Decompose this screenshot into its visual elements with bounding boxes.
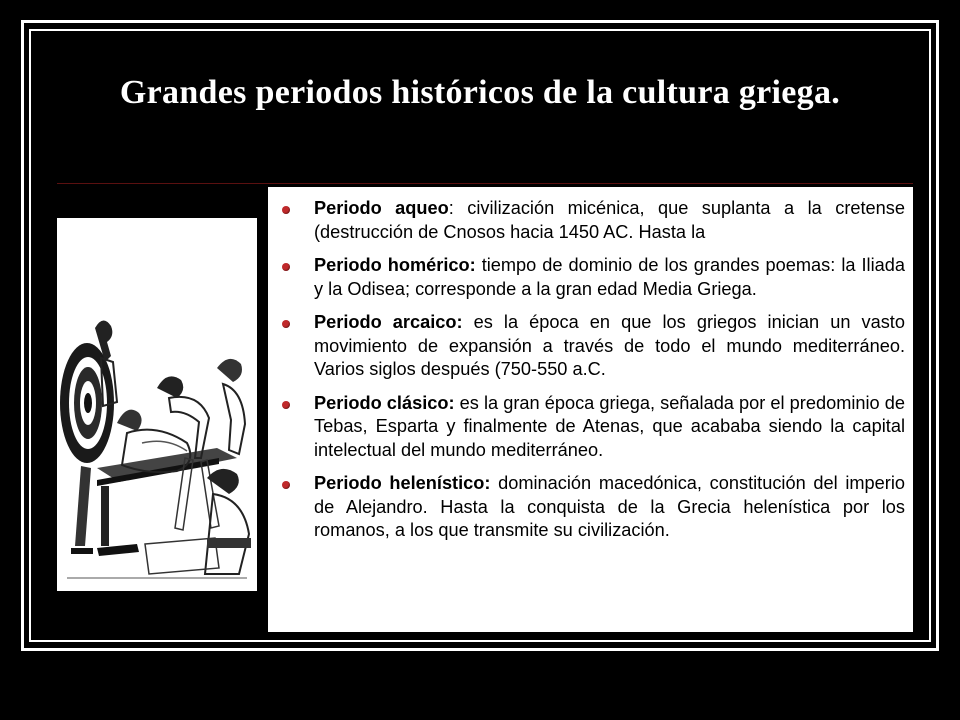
list-item xyxy=(282,197,905,244)
bullet-icon xyxy=(282,263,290,271)
period-sep xyxy=(463,312,474,332)
bullet-icon xyxy=(282,320,290,328)
slide-title: Grandes periodos históricos de la cultura griega. xyxy=(119,74,841,111)
title-divider xyxy=(57,183,913,184)
period-sep: : xyxy=(448,198,468,218)
bullet-icon xyxy=(282,401,290,409)
greek-scene-drawing xyxy=(57,218,257,591)
periods-list xyxy=(282,197,905,543)
period-term: Periodo homérico: xyxy=(314,255,476,275)
period-term: Periodo helenístico: xyxy=(314,473,491,493)
greek-scene-illustration xyxy=(57,218,257,591)
list-item xyxy=(282,472,905,543)
period-description: tiempo de dominio de los grandes poemas: la Iliada y la Odisea; corresponde a la gran edad Media Griega. xyxy=(314,255,905,299)
period-term: Periodo arcaico: xyxy=(314,312,463,332)
period-description: civilización micénica, que suplanta a la cretense (destrucción de Cnosos hacia 1450 AC. Hasta la xyxy=(314,198,905,242)
list-item xyxy=(282,311,905,382)
period-sep xyxy=(490,473,498,493)
period-description: es la época en que los griegos inician un vasto movimiento de expansión a través de todo el mundo mediterráneo. Varios siglos después (750-550 a.C. xyxy=(314,312,905,379)
bullet-icon xyxy=(282,206,290,214)
list-item xyxy=(282,392,905,463)
period-term: Periodo clásico: xyxy=(314,392,455,413)
period-description: es la gran época griega, señalada por el predominio de Tebas, Esparta y finalmente de Atenas, que acababa siendo la capital intelectual del mundo mediterráneo. xyxy=(314,392,905,460)
list-item xyxy=(282,254,905,301)
period-term: Periodo aqueo xyxy=(314,198,449,218)
period-description: dominación macedónica, constitución del imperio de Alejandro. Hasta la conquista de la Grecia helenística por los romanos, a los que transmite su civilización. xyxy=(314,473,905,540)
content-panel xyxy=(268,187,913,632)
bullet-icon xyxy=(282,481,290,489)
